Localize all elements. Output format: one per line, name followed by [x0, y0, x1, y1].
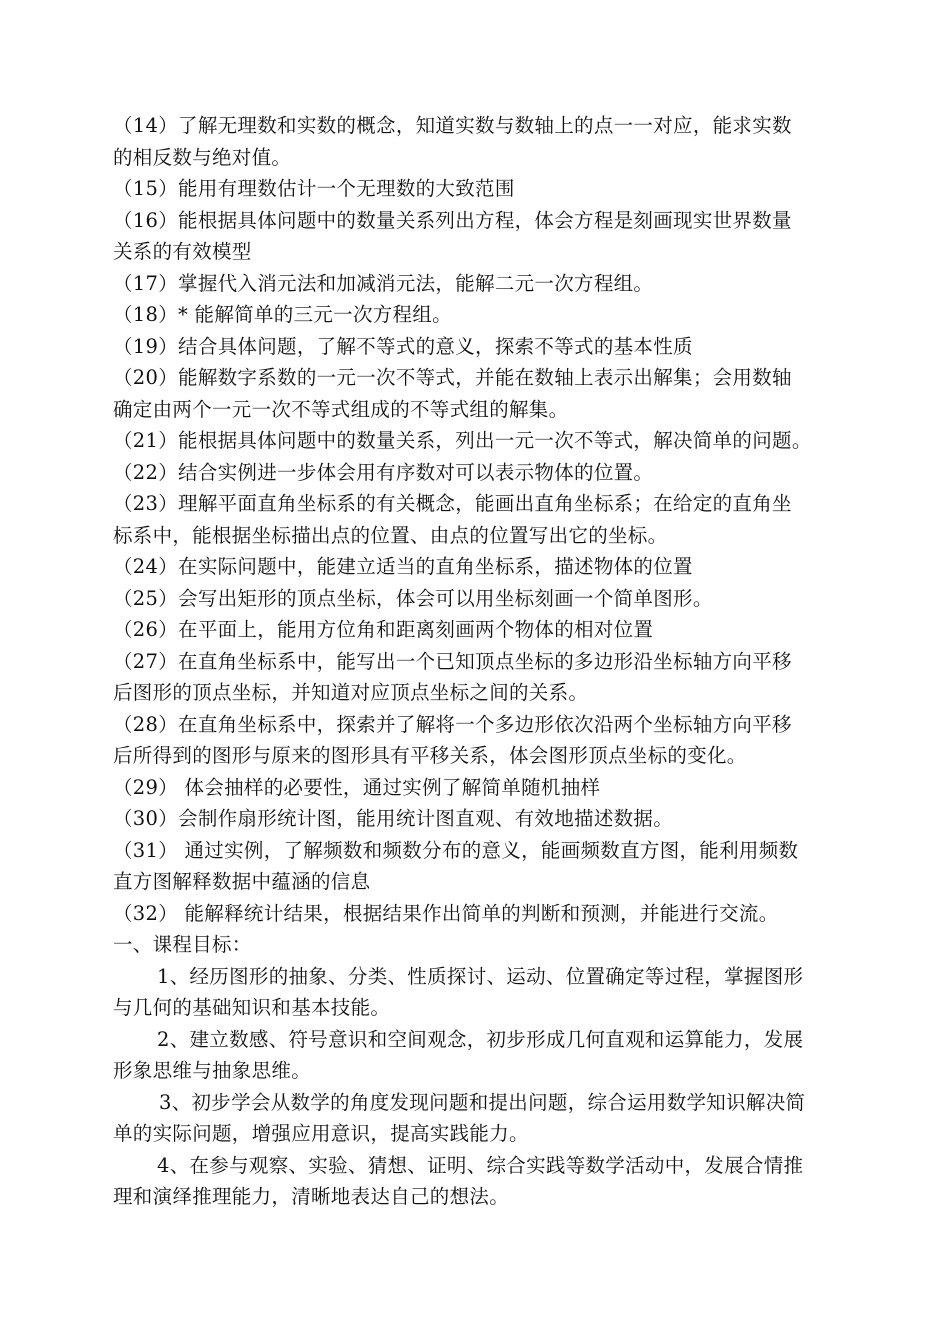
text-line: 后图形的顶点坐标，并知道对应顶点坐标之间的关系。: [113, 681, 589, 704]
text-line: 后所得到的图形与原来的图形具有平移关系，体会图形顶点坐标的变化。: [113, 744, 747, 767]
text-line: （31） 通过实例，了解频数和频数分布的意义，能画频数直方图，能利用频数: [113, 838, 799, 862]
text-line: （24）在实际问题中，能建立适当的直角坐标系，描述物体的位置: [113, 555, 693, 578]
text-line: （20）能解数字系数的一元一次不等式，并能在数轴上表示出解集；会用数轴: [113, 366, 792, 389]
text-line: 标系中，能根据坐标描出点的位置、由点的位置写出它的坐标。: [113, 523, 668, 547]
text-line: （19）结合具体问题，了解不等式的意义，探索不等式的基本性质: [113, 334, 693, 358]
text-line: （21）能根据具体问题中的数量关系，列出一元一次不等式，解决简单的问题。: [113, 429, 812, 452]
text-line: （16）能根据具体问题中的数量关系列出方程，体会方程是刻画现实世界数量: [113, 208, 792, 232]
text-line: （14）了解无理数和实数的概念，知道实数与数轴上的点一一对应，能求实数: [113, 114, 792, 137]
goal-item: 2、建立数感、符号意识和空间观念，初步形成几何直观和运算能力，发展: [157, 1027, 804, 1051]
text-line: （27）在直角坐标系中，能写出一个已知顶点坐标的多边形沿坐标轴方向平移: [113, 649, 792, 673]
text-line: 单的实际问题，增强应用意识，提高实践能力。: [113, 1122, 529, 1145]
text-line: （17）掌握代入消元法和加减消元法，能解二元一次方程组。: [113, 271, 654, 295]
section-heading: 一、课程目标：: [113, 933, 252, 956]
text-line: 关系的有效模型: [113, 240, 252, 263]
text-line: 理和演绎推理能力，清晰地表达自己的想法。: [113, 1185, 510, 1208]
document-page: [113, 110, 885, 1213]
text-line: 直方图解释数据中蕴涵的信息: [113, 870, 371, 893]
text-line: （32） 能解释统计结果，根据结果作出简单的判断和预测，并能进行交流。: [113, 901, 779, 925]
text-line: （26）在平面上，能用方位角和距离刻画两个物体的相对位置: [113, 618, 654, 641]
text-line: （29） 体会抽样的必要性，通过实例了解简单随机抽样: [113, 775, 601, 799]
text-line: （15）能用有理数估计一个无理数的大致范围: [113, 177, 515, 200]
text-line: （18）* 能解简单的三元一次方程组。: [113, 303, 452, 326]
goal-item: 1、经历图形的抽象、分类、性质探讨、运动、位置确定等过程，掌握图形: [157, 964, 804, 988]
goal-item: 3、初步学会从数学的角度发现问题和提出问题，综合运用数学知识解决简: [159, 1090, 806, 1114]
text-line: （30）会制作扇形统计图，能用统计图直观、有效地描述数据。: [113, 807, 674, 830]
text-line: （23）理解平面直角坐标系的有关概念，能画出直角坐标系；在给定的直角坐: [113, 492, 792, 515]
text-line: 确定由两个一元一次不等式组成的不等式组的解集。: [113, 397, 569, 421]
text-line: 与几何的基础知识和基本技能。: [113, 996, 391, 1019]
text-line: （25）会写出矩形的顶点坐标，体会可以用坐标刻画一个简单图形。: [113, 586, 713, 610]
text-line: 的相反数与绝对值。: [113, 145, 292, 169]
text-line: （28）在直角坐标系中，探索并了解将一个多边形依次沿两个坐标轴方向平移: [113, 712, 792, 736]
goal-item: 4、在参与观察、实验、猜想、证明、综合实践等数学活动中，发展合情推: [157, 1153, 804, 1177]
text-line: 形象思维与抽象思维。: [113, 1059, 312, 1082]
text-line: （22）结合实例进一步体会用有序数对可以表示物体的位置。: [113, 460, 654, 484]
